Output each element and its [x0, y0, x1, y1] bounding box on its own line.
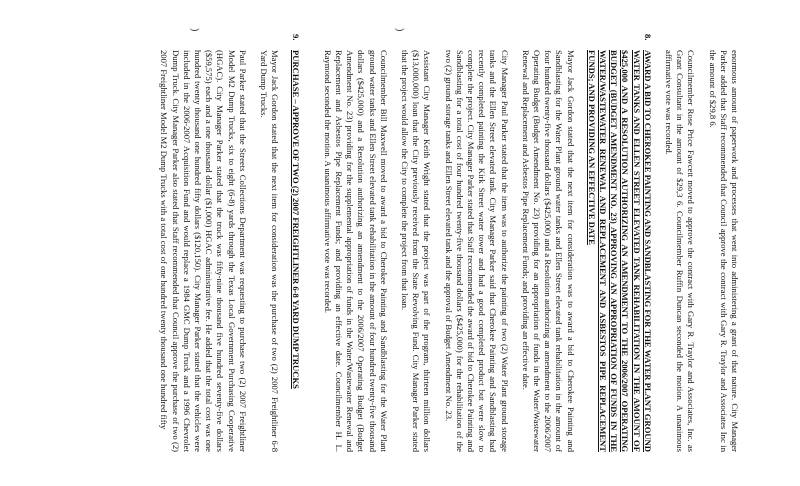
- item-body: [312, 50, 653, 452]
- margin-mark: ): [189, 28, 200, 32]
- agenda-item-9: [148, 34, 301, 452]
- item-title: PURCHASE – APPROVE OF TWO (2) 2007 FREIGHTLINER 6-8 YARD DUMP TRUCKS: [291, 50, 302, 389]
- item-paragraph: Mayor Jack Gordon stated that the next item for consideration was the purchase of two (2) 2007 Freightliner 6-8 Yard Dump Trucks.: [259, 50, 281, 452]
- item-number: 9.: [291, 34, 302, 41]
- item-paragraph: Mayor Jack Gordon stated that the next item for consideration was to award a bid to Cherokee Painting and Sandblasting for the Water Plant ground water tanks and Ellen Street elevated tank rehabilitation in the amount of four hundred twenty-five thousand dollars ($425,000) and a Resolution authorizing an amendment to the 2006/2007 Operating Budget (Budget Amendment No. 23) providing for an appropriation of funds in the Water/Wastewater Renewal and Replacement and Asbestos Pipe Replacement Funds; and providing an effective date.: [520, 50, 576, 452]
- margin-mark: ): [394, 28, 405, 32]
- item-paragraph: City Manager Paul Parker stated that the item was to authorize the painting of two (2) Water Plant ground storage tanks and the Ellen Street elevated tank. City Manager Parker said that Cherokee Painting and Sandblasting had recently completed painting the Kirk Street water tower and had a good completed product but were slow to complete the project. City Manager Parker stated that Staff recommended the award of bid to Cherokee Painting and Sandblasting for a total cost of four hundred twenty-five thousand dollars ($425,000) for the rehabilitation of the two (2) ground storage tanks and Ellen Street elevated tank and the approval of Budget Amendment No. 23.: [443, 50, 510, 452]
- item-number: 8.: [642, 34, 653, 41]
- agenda-item-8: [312, 34, 653, 452]
- item-paragraph: Councilmember Bill Maxwell moved to award a bid to Cherokee Painting and Sandblasting for the Water Plant ground water tanks and Ellen Street elevated tank rehabilitation in the amount of four hundred twenty-five thousand dollars ($425,000) and a Resolution authorizing an amendment to the 2006/2007 Operating Budget (Budget Amendment No. 23) providing for the supplemental appropriation of funds in the Water/Wastewater Renewal and Replacement and Asbestos Pipe Replacement Funds; and providing an effective date. Councilmember H. L. Raymond seconded the motion. A unanimous affirmative vote was recorded.: [322, 50, 389, 452]
- intro-paragraph: enormous amount of paperwork and processes that went into administering a grant of that nature. City Manager Parker added that Staff recommended that Council approve the contract with Gary R. Traylor and Associates Inc in the amount of $29,8 6.: [707, 50, 740, 452]
- item-paragraph: Paul Parker stated that the Streets Collections Department was requesting to purchase two (2) 2007 Freightliner Model M2 Dump Trucks, six to eight (6-8) yards through the Texas Local Government Purchasing Cooperative (HGAC). City Manager Parker stated that the truck was fifty-nine thousand five hundred seventy-five dollars ($59,575) each and a one thousand dollar ($1,000) HGAC administrative fee. He added that the total cost was one hundred twenty thousand one hundred fifty dollars ($120,150). City Manager Parker stated that the vehicles were included in the 2006-2007 Acquisition Fund and would replace a 1984 GMC Dump Truck and a 1996 Chevrolet Dump Truck. City Manager Parker also stated that Staff recommended that Council approve the purchase of two (2) 2007 Freightliner Model M2 Dump Trucks with a total cost of one hundred twenty thousand one hundred fifty: [159, 50, 248, 452]
- item-title: AWARD A BID TO CHEROKEE PAINTING AND SANDBLASTING FOR THE WATER PLANT GROUND WATER TANKS AND ELLEN STREET ELEVATED TANK REHABILITATION IN THE AMOUNT OF $425,000 AND A RESOLUTION AUTHORIZING AN AMENDMENT TO THE 2006/2007 OPERATING BUDGET (BUDGET AMENDMENT NO. 23) APPROVING AN APPROPRIATION OF FUNDS IN THE WATER/WASTEWATER RENEWAL AND REPLACEMENT AND ASBESTOS PIPE REPLACEMENT FUNDS; AND PROVIDING AN EFFECTIVE DATE: [586, 50, 653, 452]
- document-body: [138, 34, 740, 452]
- motion-paragraph: Councilmember Rose Price Fawcett moved to approve the contract with Gary R. Traylor and Associates, Inc. as Grant Consultant in the amount of $29,3 6. Councilmember Ruffin Duncan seconded the motion. A unanimous affirmative vote was recorded.: [663, 50, 697, 452]
- item-paragraph: Assistant City Manager Keith Wright stated that the project was part of the program, thirteen million dollars ($13,000,000) loan that the City previously received from the State Revolving Fund. City Manager Parker stated that the project would allow the City to complete the project from that loan.: [399, 50, 433, 452]
- item-body: [148, 50, 301, 452]
